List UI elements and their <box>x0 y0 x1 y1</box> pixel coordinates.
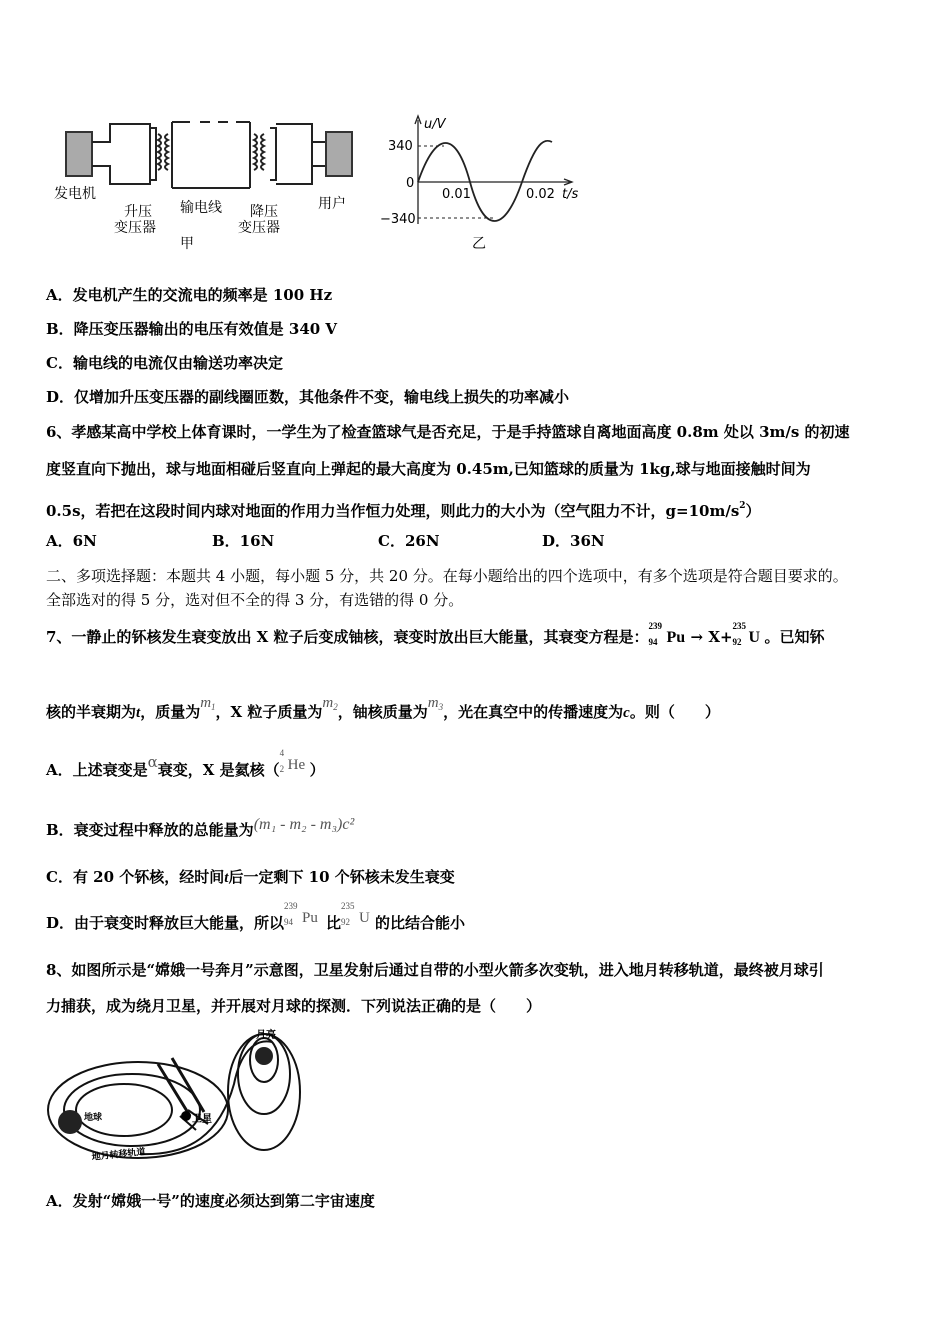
q7-line-2-f: 。则（ ） <box>629 703 720 721</box>
pu-d-symbol: Pu <box>302 910 318 926</box>
q8-line-2: 力捕获，成为绕月卫星，并开展对月球的探测．下列说法正确的是（ ） <box>46 997 542 1015</box>
label-satellite: 卫星 <box>192 1114 212 1125</box>
q7-a-text-2: 衰变，X 是氦核（ <box>157 761 280 779</box>
figure-transmission <box>50 112 370 252</box>
moon-icon <box>255 1047 273 1065</box>
q7-d-text: D．由于衰变时释放巨大能量，所以 <box>46 914 285 932</box>
u-d-charge: 92 <box>341 917 351 927</box>
q7-d-text-2: 的比结合能小 <box>375 914 466 932</box>
alpha-symbol: α <box>147 753 158 771</box>
q7-line-2-c: ，X 粒子质量为 <box>215 703 323 721</box>
y-min-label: −340 <box>380 212 416 227</box>
energy-formula: (m₁ - m₂ - m₃)c² <box>253 816 355 833</box>
x2-label: 0.02 <box>526 187 555 202</box>
q7-line-2-e: ，光在真空中的传播速度为 <box>443 703 624 721</box>
section2-line-2: 全部选对的得 5 分，选对但不全的得 3 分，有选错的得 0 分。 <box>46 591 464 609</box>
q6-option-a: A．6N <box>46 532 97 550</box>
q7-line-2-d: ，铀核质量为 <box>337 703 428 721</box>
q7-line-1 <box>46 621 825 648</box>
y-zero-label: 0 <box>406 176 415 191</box>
u-d-mass: 235 <box>341 901 355 911</box>
q6-line-1: 6、孝感某高中学校上体育课时，一学生为了检查篮球气是否充足，于是手持篮球自离地面高度 0.8m 处以 3m/s 的初速 <box>46 423 850 441</box>
m1-letter: m <box>200 695 212 711</box>
label-transfer-orbit: 地月转移轨道 <box>91 1147 147 1163</box>
x1-label: 0.01 <box>442 187 471 202</box>
q7-c-text: C．有 20 个钚核，经时间 <box>46 868 225 886</box>
m1 <box>200 695 215 711</box>
q7-c-t: t <box>224 870 229 886</box>
label-user: 用户 <box>318 196 346 212</box>
caption-jia: 甲 <box>180 236 194 252</box>
he-mass: 4 <box>279 748 285 758</box>
label-step-up-2: 变压器 <box>114 220 156 236</box>
label-line: 输电线 <box>180 200 222 216</box>
m3-letter: m <box>427 695 439 711</box>
q6-line-3-end: ） <box>745 502 761 520</box>
u-symbol: U <box>748 629 761 646</box>
label-step-down-1: 降压 <box>250 204 278 220</box>
u-nuclide <box>732 621 765 648</box>
he-nuclide <box>279 748 310 775</box>
u-charge: 92 <box>732 637 742 647</box>
u-mass: 235 <box>732 621 747 631</box>
q5-option-a: A．发电机产生的交流电的频率是 100 Hz <box>46 286 333 304</box>
q7-option-b <box>46 816 355 841</box>
q5-option-c: C．输电线的电流仅由输送功率决定 <box>46 354 283 372</box>
y-axis-label: u/V <box>424 117 446 132</box>
q7-option-d <box>46 901 466 934</box>
y-max-label: 340 <box>388 139 413 154</box>
q7-c: c <box>623 705 630 721</box>
pu-mass: 239 <box>648 621 663 631</box>
pu-symbol: Pu <box>666 629 686 646</box>
m3 <box>428 695 443 711</box>
label-step-down-2: 变压器 <box>238 220 280 236</box>
q7-line-2-b: ，质量为 <box>140 703 201 721</box>
pu-d-charge: 94 <box>284 917 294 927</box>
figure-moon-orbit <box>40 1024 310 1169</box>
m2 <box>322 695 337 711</box>
he-symbol: He <box>287 757 306 773</box>
q6-line-3-sup: 2 <box>739 501 746 511</box>
m1-sub: 1 <box>211 702 216 712</box>
m2-letter: m <box>322 695 334 711</box>
q6-option-d: D．36N <box>542 532 605 550</box>
q7-b-text: B．衰变过程中释放的总能量为 <box>46 821 254 839</box>
label-moon: 月亮 <box>256 1030 276 1041</box>
m3-sub: 3 <box>438 702 444 712</box>
u-d-symbol: U <box>359 910 370 926</box>
q7-arrow: → X+ <box>690 628 733 646</box>
q7-option-c <box>46 867 455 888</box>
q6-option-b: B．16N <box>212 532 275 550</box>
q8-line-1: 8、如图所示是“嫦娥一号奔月”示意图，卫星发射后通过自带的小型火箭多次变轨，进入地月转移轨道，最终被月球引 <box>46 961 824 979</box>
q7-line-1-end: 。已知钚 <box>764 628 825 646</box>
label-step-up-1: 升压 <box>124 204 152 220</box>
q7-line-2-a: 核的半衰期为 <box>46 703 137 721</box>
u-nuclide-d <box>341 901 375 928</box>
q7-line-1-text: 7、一静止的钚核发生衰变放出 X 粒子后变成铀核，衰变时放出巨大能量，其衰变方程是： <box>46 628 649 646</box>
q6-option-c: C．26N <box>378 532 440 550</box>
pu-nuclide <box>648 621 691 648</box>
pu-charge: 94 <box>648 637 658 647</box>
q5-option-b: B．降压变压器输出的电压有效值是 340 V <box>46 320 338 338</box>
q8-option-a: A．发射“嫦娥一号”的速度必须达到第二宇宙速度 <box>46 1192 375 1210</box>
section2-line-1: 二、多项选择题：本题共 4 小题，每小题 5 分，共 20 分。在每小题给出的四个选项中，有多个选项是符合题目要求的。 <box>46 567 848 585</box>
q7-c-text-2: 后一定剩下 10 个钚核未发生衰变 <box>228 868 455 886</box>
x-axis-label: t/s <box>562 187 579 202</box>
q7-d-mid: 比 <box>326 914 342 932</box>
pu-nuclide-d <box>284 901 326 928</box>
q7-option-a <box>46 748 325 781</box>
label-earth: 地球 <box>84 1113 103 1123</box>
q6-line-3-text: 0.5s，若把在这段时间内球对地面的作用力当作恒力处理，则此力的大小为（空气阻力不计，g=10m/s <box>46 502 740 520</box>
q7-a-text: A．上述衰变是 <box>46 761 148 779</box>
earth-icon <box>58 1110 82 1134</box>
satellite-icon <box>181 1111 191 1121</box>
q6-line-3 <box>46 496 761 521</box>
m2-sub: 2 <box>333 702 338 712</box>
q7-line-2 <box>46 695 720 727</box>
caption-yi: 乙 <box>472 236 486 252</box>
he-charge: 2 <box>279 764 285 774</box>
pu-d-mass: 239 <box>284 901 298 911</box>
q7-a-text-3: ） <box>309 761 325 779</box>
q7-t: t <box>136 705 141 721</box>
q5-option-d: D．仅增加升压变压器的副线圈匝数，其他条件不变，输电线上损失的功率减小 <box>46 388 570 406</box>
figure-sine <box>376 112 596 254</box>
label-generator: 发电机 <box>54 186 96 202</box>
q6-line-2: 度竖直向下抛出，球与地面相碰后竖直向上弹起的最大高度为 0.45m,已知篮球的质量为 1kg,球与地面接触时间为 <box>46 460 811 478</box>
